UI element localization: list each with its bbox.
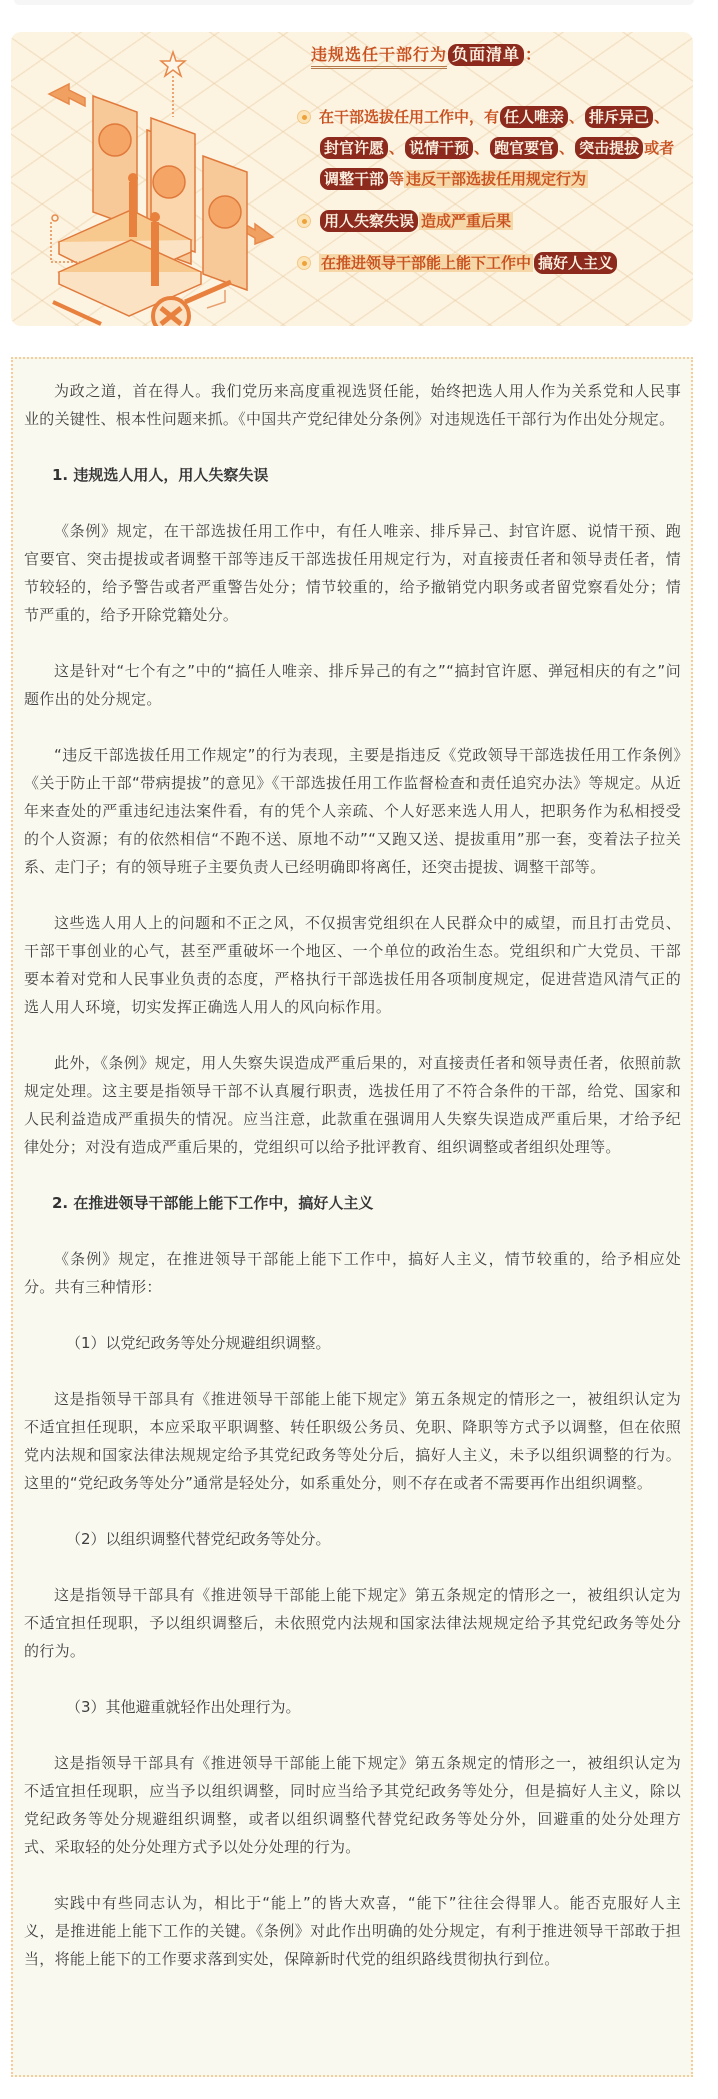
header-banner: [11, 32, 693, 326]
bullet-dot-icon: [297, 214, 311, 228]
banner-title-tag: 负面清单: [448, 44, 524, 66]
section-2-heading: 2. 在推进领导干部能上能下工作中，搞好人主义: [52, 1194, 374, 1212]
behavior-tag: 调整干部: [320, 168, 388, 190]
paragraph: 《条例》规定，在推进领导干部能上能下工作中，搞好人主义，情节较重的，给予相应处分。共有三种情形：: [24, 1250, 681, 1296]
bullet-dot-icon: [297, 110, 311, 124]
bullet-highlight: 违反干部选拔任用规定行为: [406, 170, 587, 188]
negative-list: [295, 102, 687, 290]
behavior-tag: 搞好人主义: [534, 252, 617, 274]
behavior-tag: 封官许愿: [320, 137, 388, 159]
case-1-text: 这是指领导干部具有《推进领导干部能上能下规定》第五条规定的情形之一，被组织认定为不适宜担任现职，本应采取平职调整、转任职级公务员、免职、降职等方式予以调整，但在依照党内法规和国家法律法规规定给予其党纪政务等处分后，搞好人主义，未予以组织调整的行为。这里的“党纪政务等处分”通常是轻处分，如系重处分，则不存在或者不需要再作出组织调整。: [24, 1390, 681, 1492]
banner-title-colon: ：: [525, 45, 543, 64]
negative-list-item: [295, 206, 687, 237]
conclusion-paragraph: 实践中有些同志认为，相比于“能上”的皆大欢喜，“能下”往往会得罪人。能否克服好人主义，是推进能上能下工作的关键。《条例》对此作出明确的处分规定，有利于推进领导干部敢于担当，将能上能下的工作要求落到实处，保障新时代党的组织路线贯彻执行到位。: [24, 1894, 681, 1968]
negative-list-item: 在干部选拔任用工作中，有 任人唯亲 、 排斥异己 、封官许愿 、 说情干预 、 跑官要官 、 突击提拔 或者 调整干部 等 违反干部选拔任用规定行为: [295, 102, 687, 195]
behavior-tag: 说情干预: [405, 137, 473, 159]
banner-title-text: 违规选任干部行为: [311, 45, 447, 69]
bullet-text: 等: [389, 170, 405, 188]
bullet-highlight: 造成严重后果: [421, 212, 512, 230]
bullet-dot-icon: [297, 256, 311, 270]
intro-paragraph: 为政之道，首在得人。我们党历来高度重视选贤任能，始终把选人用人作为关系党和人民事业的关键性、根本性问题来抓。《中国共产党纪律处分条例》对违规选任干部行为作出处分规定。: [24, 382, 681, 428]
paragraph: 这些选人用人上的问题和不正之风，不仅损害党组织在人民群众中的威望，而且打击党员、干部干事创业的心气，甚至严重破坏一个地区、一个单位的政治生态。党组织和广大党员、干部要本着对党和人民事业负责的态度，严格执行干部选拔任用各项制度规定，促进营造风清气正的选人用人环境，切实发挥正确选人用人的风向标作用。: [24, 914, 681, 1016]
behavior-tag: 跑官要官: [490, 137, 558, 159]
behavior-tag: 任人唯亲: [500, 106, 568, 128]
paragraph: 此外，《条例》规定，用人失察失误造成严重后果的，对直接责任者和领导责任者，依照前款规定处理。这主要是指领导干部不认真履行职责，选拔任用了不符合条件的干部，给党、国家和人民利益造成严重损失的情况。应当注意，此款重在强调用人失察失误造成严重后果，才给予纪律处分；对没有造成严重后果的，党组织可以给予批评教育、组织调整或者组织处理等。: [24, 1054, 681, 1156]
bullet-text: 或者: [644, 139, 675, 157]
bullet-highlight: 在推进领导干部能上能下工作中: [321, 254, 532, 272]
banner-title: [311, 42, 542, 66]
behavior-tag: 排斥异己: [585, 106, 653, 128]
bullet-text: 在干部选拔任用工作中，有: [319, 108, 500, 126]
cadre-selection-illustration-icon: [11, 32, 291, 326]
case-3-text: 这是指领导干部具有《推进领导干部能上能下规定》第五条规定的情形之一，被组织认定为不适宜担任现职，应当予以组织调整，同时应当给予其党纪政务等处分，但是搞好人主义，除以党纪政务等处分规避组织调整，或者以组织调整代替党纪政务等处分外，回避重的处分处理方式、采取轻的处分处理方式予以处分处理的行为。: [24, 1754, 681, 1856]
case-3-title: （3）其他避重就轻作出处理行为。: [66, 1698, 301, 1716]
paragraph: 《条例》规定，在干部选拔任用工作中，有任人唯亲、排斥异己、封官许愿、说情干预、跑官要官、突击提拔或者调整干部等违反干部选拔任用规定行为，对直接责任者和领导责任者，情节较轻的，给予警告或者严重警告处分；情节较重的，给予撤销党内职务或者留党察看处分；情节严重的，给予开除党籍处分。: [24, 522, 681, 624]
top-divider: [14, 0, 694, 5]
case-1-title: （1）以党纪政务等处分规避组织调整。: [66, 1334, 331, 1352]
negative-list-item: [295, 248, 687, 279]
behavior-tag: 突击提拔: [575, 137, 643, 159]
case-2-text: 这是指领导干部具有《推进领导干部能上能下规定》第五条规定的情形之一，被组织认定为不适宜担任现职，予以组织调整后，未依照党内法规和国家法律法规规定给予其党纪政务等处分的行为。: [24, 1586, 681, 1660]
paragraph: “违反干部选拔任用工作规定”的行为表现，主要是指违反《党政领导干部选拔任用工作条例》《关于防止干部“带病提拔”的意见》《干部选拔任用工作监督检查和责任追究办法》等规定。从近年来查处的严重违纪违法案件看，有的凭个人亲疏、个人好恶来选人用人，把职务作为私相授受的个人资源；有的依然相信“不跑不送、原地不动”“又跑又送、提拔重用”那一套，变着法子拉关系、走门子；有的领导班子主要负责人已经明确即将离任，还突击提拔、调整干部等。: [24, 746, 681, 876]
paragraph: 这是针对“七个有之”中的“搞任人唯亲、排斥异己的有之”“搞封官许愿、弹冠相庆的有之”问题作出的处分规定。: [24, 662, 681, 708]
section-1-heading: 1. 违规选人用人，用人失察失误: [52, 466, 269, 484]
behavior-tag: 用人失察失误: [320, 210, 418, 232]
case-2-title: （2）以组织调整代替党纪政务等处分。: [66, 1530, 331, 1548]
article-body: [11, 357, 693, 2077]
